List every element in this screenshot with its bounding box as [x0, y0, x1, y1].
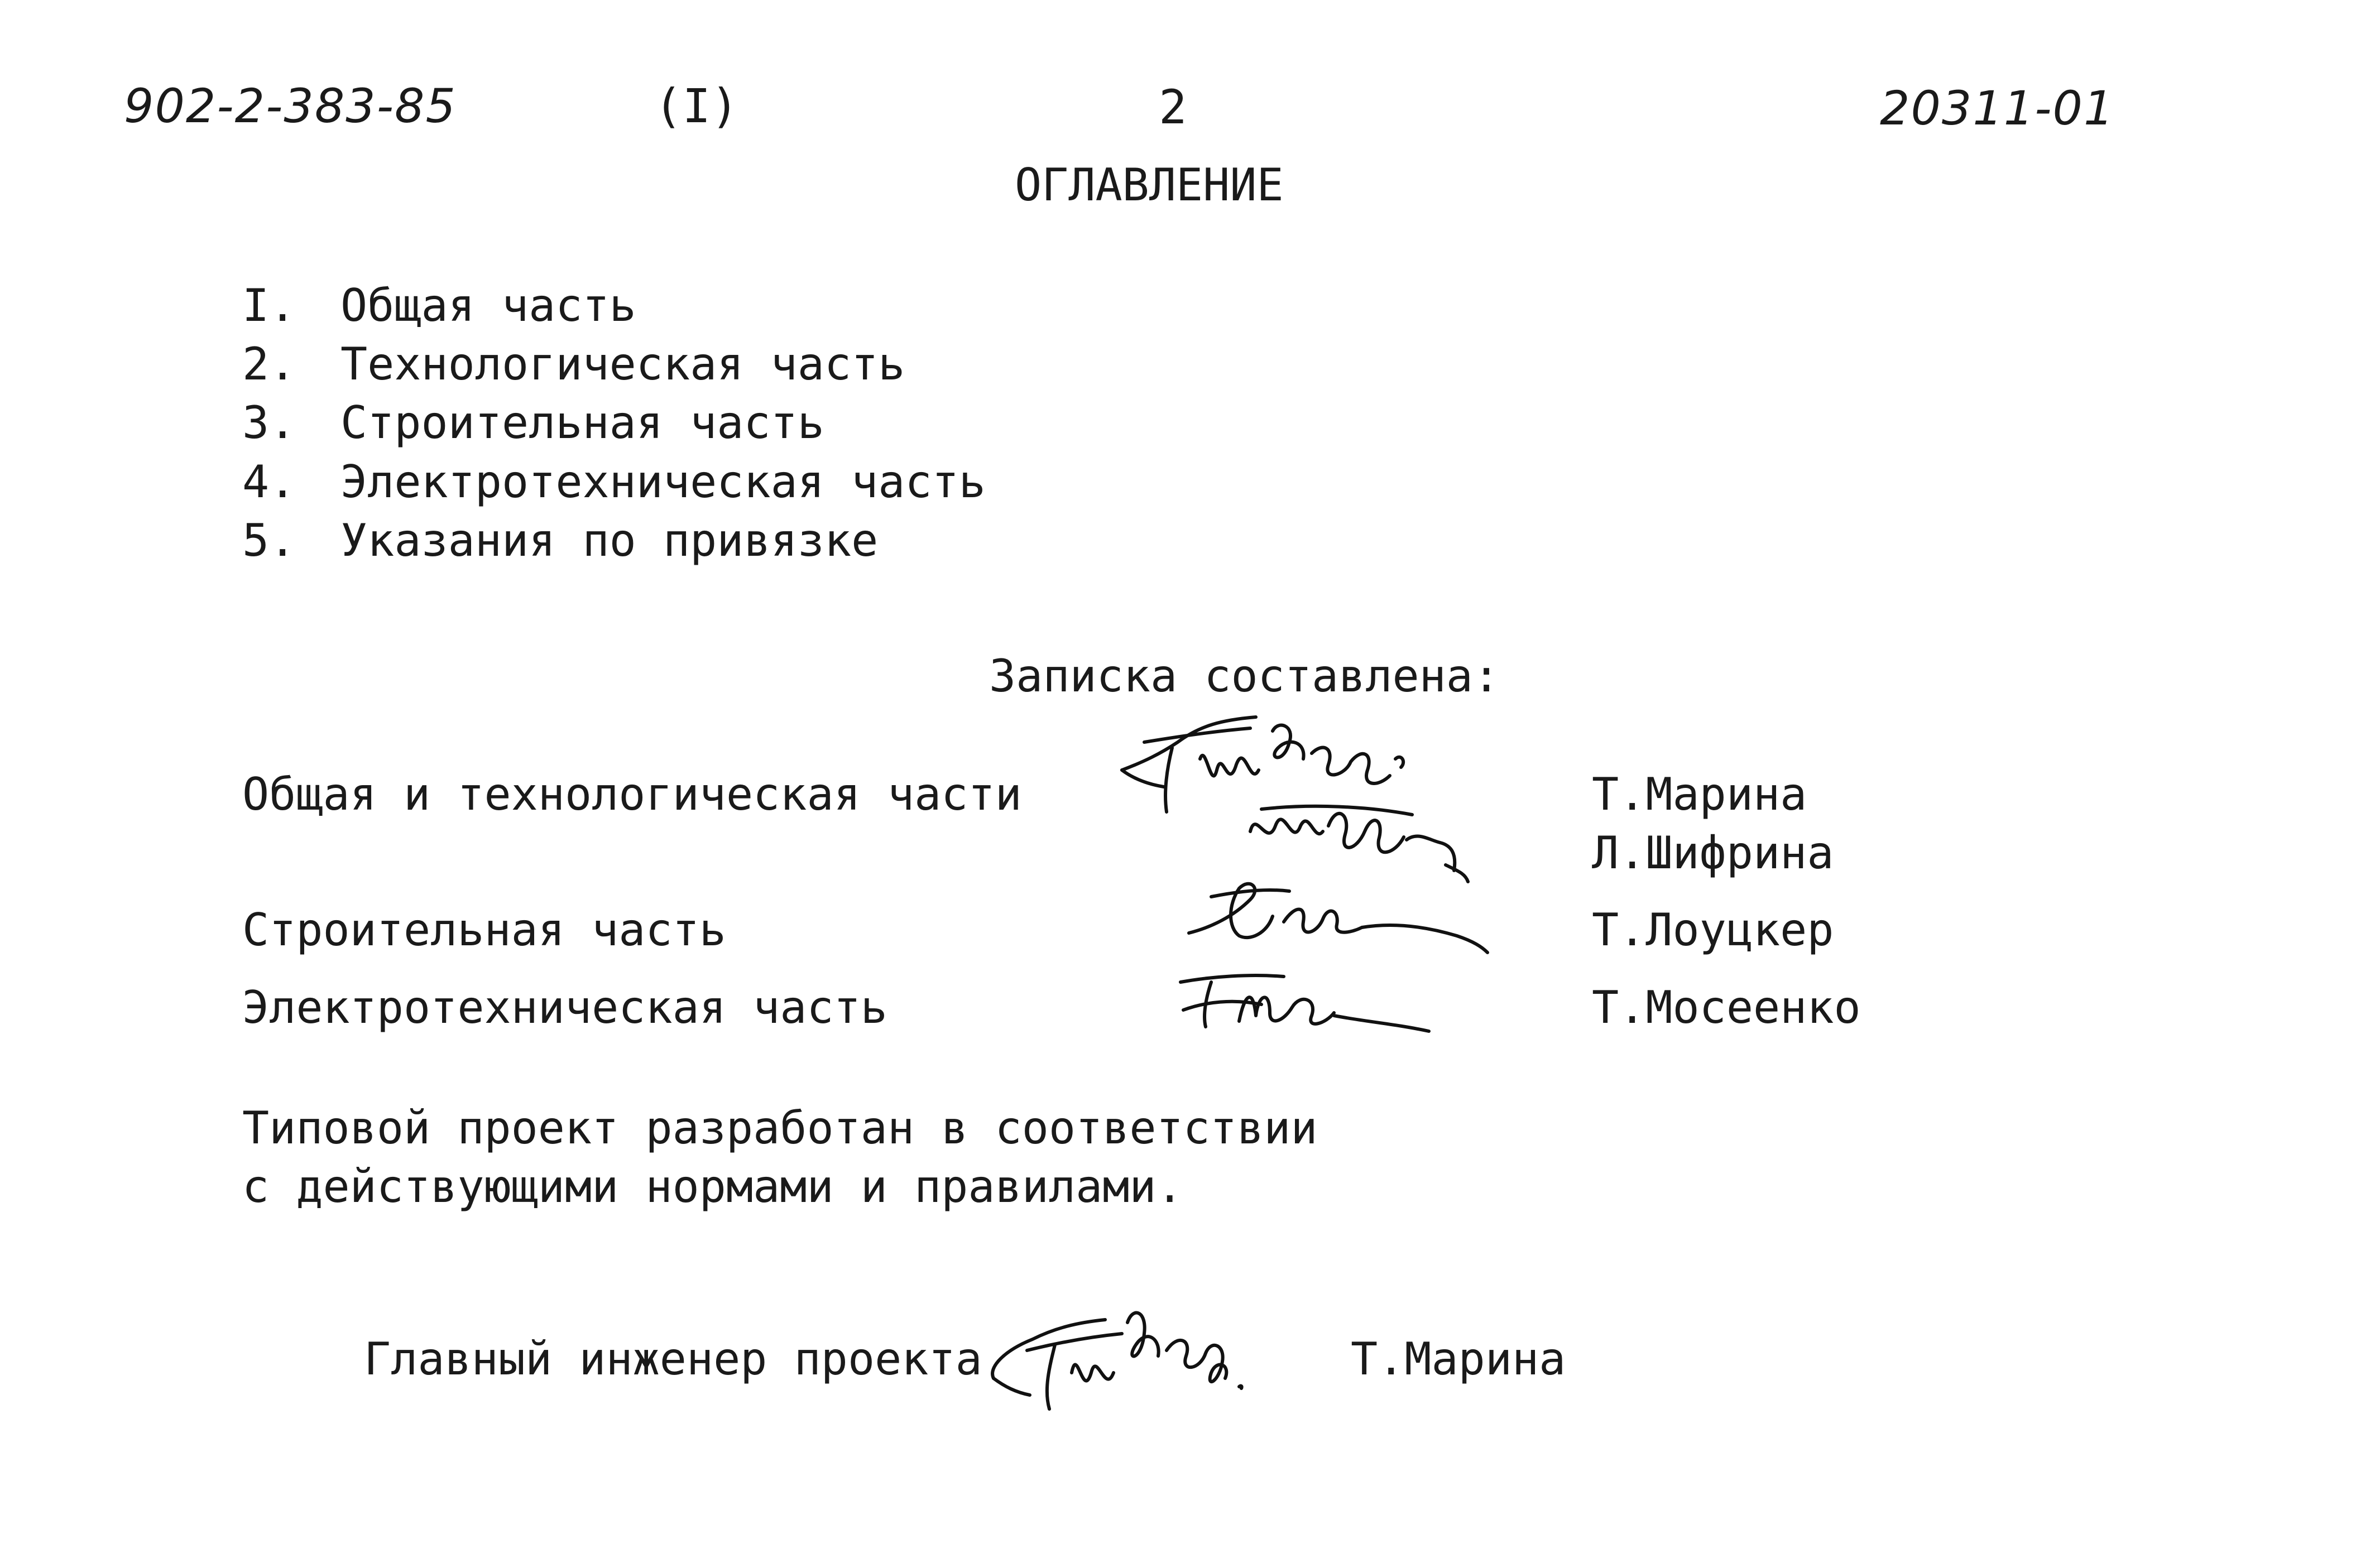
contents-item-num: I. [242, 280, 296, 331]
author-name: Т.Мосеенко [1592, 982, 1861, 1033]
contents-item-num: 3. [242, 397, 296, 449]
contents-item-num: 4. [242, 456, 296, 508]
contents-item-num: 2. [242, 338, 296, 390]
page-title: ОГЛАВЛЕНИЕ [1015, 159, 1284, 211]
volume-number: (I) [654, 79, 739, 133]
contents-item-num: 5. [242, 514, 296, 566]
contents-item-label: Электротехническая часть [340, 456, 986, 508]
contents-item-label: Технологическая часть [340, 338, 905, 390]
chief-engineer-title: Главный инженер проекта [364, 1333, 982, 1385]
contents-item-label: Указания по привязке [340, 514, 879, 566]
statement-line-1: Типовой проект разработан в соответствии [242, 1102, 1318, 1154]
section-label: Строительная часть [242, 904, 726, 956]
author-name: Т.Лоуцкер [1592, 904, 1834, 956]
section-label: Общая и технологическая части [242, 768, 1022, 820]
doc-number: 902-2-383-85 [124, 79, 457, 133]
contents-item-label: Общая часть [340, 280, 636, 331]
section-label: Электротехническая часть [242, 982, 887, 1033]
contents-item-label: Строительная часть [340, 397, 824, 449]
author-name: Т.Марина [1592, 768, 1807, 820]
signature-loutsker [1178, 866, 1490, 966]
chief-engineer-name: Т.Марина [1351, 1333, 1566, 1385]
signature-moseenko [1172, 960, 1440, 1043]
archive-number: 20311-01 [1880, 81, 2115, 136]
author-name: Л.Шифрина [1592, 827, 1834, 879]
page-number: 2 [1159, 80, 1187, 134]
signature-chief-engineer [977, 1289, 1267, 1423]
compiled-by-heading: Записка составлена: [989, 650, 1500, 702]
statement-line-2: с действующими нормами и правилами. [242, 1161, 1183, 1213]
